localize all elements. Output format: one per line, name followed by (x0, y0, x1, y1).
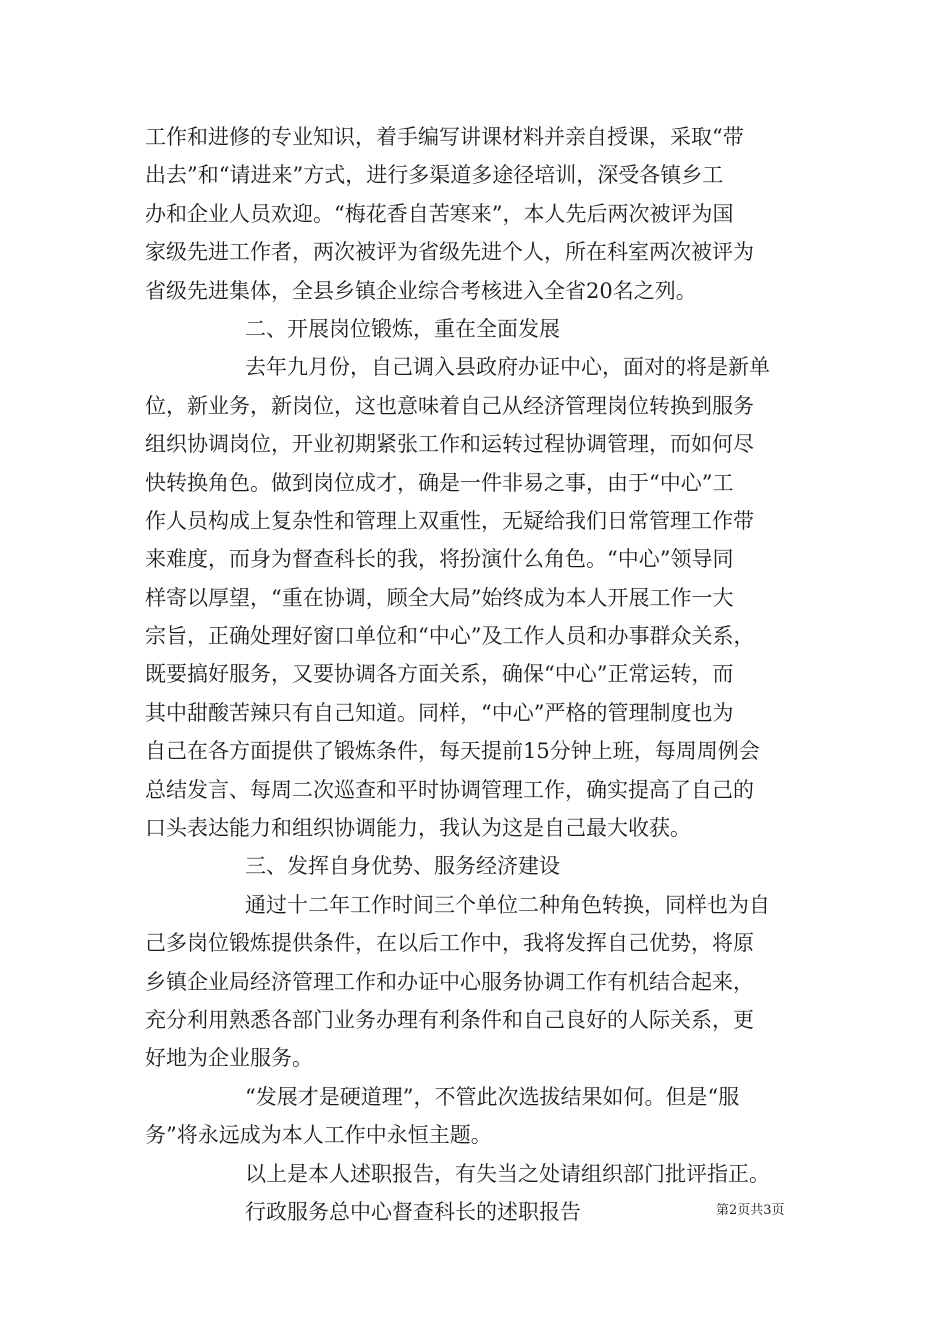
text-line: 省级先进集体，全县乡镇企业综合考核进入全省20名之列。 (145, 278, 697, 303)
section-heading: 三、发挥自身优势、服务经济建设 (245, 854, 560, 879)
text-line: 作人员构成上复杂性和管理上双重性，无疑给我们日常管理工作带 (145, 508, 754, 533)
text-line: 家级先进工作者，两次被评为省级先进个人，所在科室两次被评为 (145, 240, 754, 265)
page-number: 第2页共3页 (716, 1203, 785, 1218)
text-line: “发展才是硬道理”，不管此次选拔结果如何。但是“服 (245, 1084, 740, 1109)
text-line: 好地为企业服务。 (145, 1046, 313, 1071)
text-line: 快转换角色。做到岗位成才，确是一件非易之事，由于“中心”工 (145, 470, 734, 495)
text-line: 组织协调岗位，开业初期紧张工作和运转过程协调管理，而如何尽 (145, 432, 754, 457)
text-line: 位，新业务，新岗位，这也意味着自己从经济管理岗位转换到服务 (145, 393, 754, 418)
text-line: 行政服务总中心督查科长的述职报告 (245, 1199, 581, 1224)
text-line: 口头表达能力和组织协调能力，我认为这是自己最大收获。 (145, 816, 691, 841)
text-line: 样寄以厚望，“重在协调，顾全大局”始终成为本人开展工作一大 (145, 585, 734, 610)
text-line: 乡镇企业局经济管理工作和办证中心服务协调工作有机结合起来， (145, 969, 754, 994)
text-line: 出去”和“请进来”方式，进行多渠道多途径培训，深受各镇乡工 (145, 163, 724, 188)
text-line: 己多岗位锻炼提供条件，在以后工作中，我将发挥自己优势，将原 (145, 931, 754, 956)
text-line: 务”将永远成为本人工作中永恒主题。 (145, 1123, 492, 1148)
section-heading: 二、开展岗位锻炼，重在全面发展 (245, 316, 560, 341)
text-line: 工作和进修的专业知识，着手编写讲课材料并亲自授课，采取“带 (145, 125, 744, 149)
text-line: 来难度，而身为督查科长的我，将扮演什么角色。“中心”领导同 (145, 547, 734, 572)
text-line: 宗旨，正确处理好窗口单位和“中心”及工作人员和办事群众关系， (145, 624, 755, 649)
text-line: 办和企业人员欢迎。“梅花香自苦寒来”，本人先后两次被评为国 (145, 201, 734, 226)
text-line: 以上是本人述职报告，有失当之处请组织部门批评指正。 (245, 1161, 770, 1186)
text-line: 既要搞好服务，又要协调各方面关系，确保“中心”正常运转，而 (145, 662, 734, 687)
report-body (145, 118, 815, 1231)
text-line: 自己在各方面提供了锻炼条件，每天提前15分钟上班，每周周例会 (145, 739, 760, 764)
text-line: 充分利用熟悉各部门业务办理有利条件和自己良好的人际关系，更 (145, 1007, 754, 1032)
text-line: 总结发言、每周二次巡查和平时协调管理工作，确实提高了自己的 (145, 777, 754, 802)
text-line: 通过十二年工作时间三个单位二种角色转换，同样也为自 (245, 892, 770, 917)
text-line: 其中甜酸苦辣只有自己知道。同样，“中心”严格的管理制度也为 (145, 700, 734, 725)
text-line: 去年九月份，自己调入县政府办证中心，面对的将是新单 (245, 355, 770, 380)
